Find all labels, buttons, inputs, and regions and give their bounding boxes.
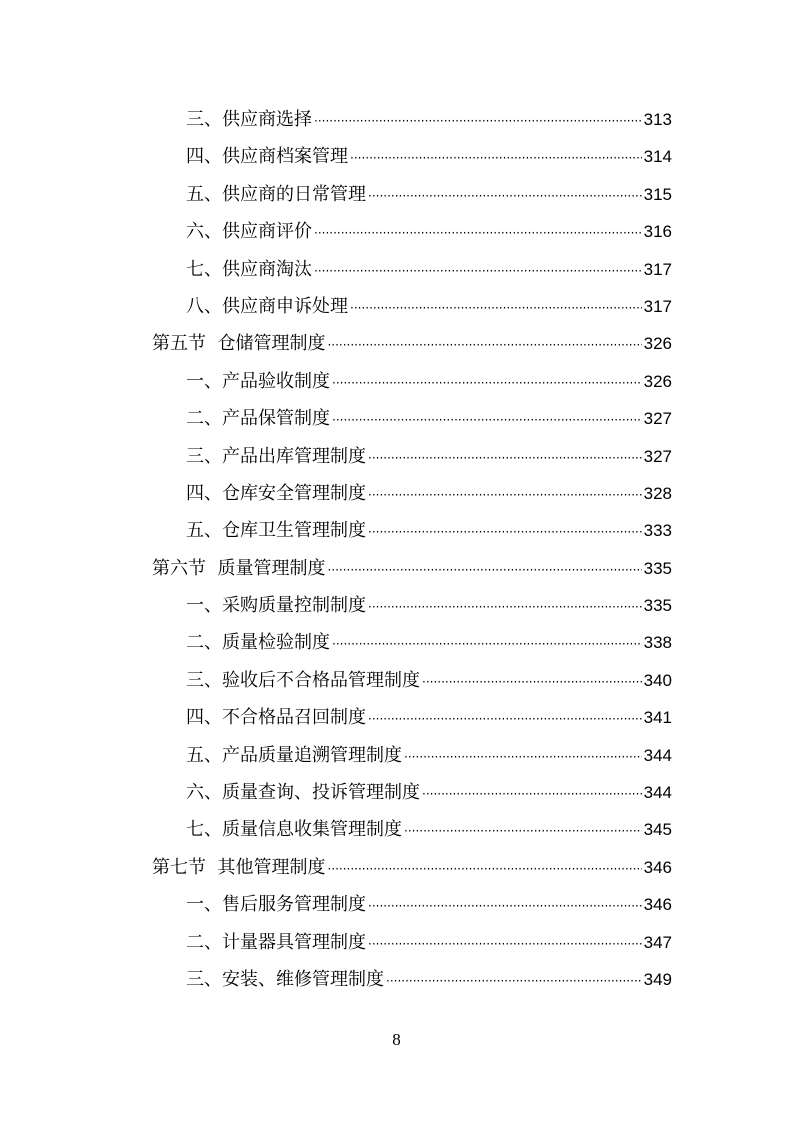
- toc-entry-page: 335: [643, 558, 672, 578]
- toc-section-entry[interactable]: [0, 550, 793, 587]
- toc-entry-page: 333: [643, 521, 672, 541]
- toc-item-entry[interactable]: [0, 101, 793, 138]
- toc-entry-page: 344: [643, 783, 672, 803]
- toc-item-entry[interactable]: [0, 624, 793, 661]
- toc-item-entry[interactable]: [0, 138, 793, 175]
- toc-entry-title: 八、供应商申诉处理: [186, 295, 348, 317]
- toc-dot-leader: [368, 888, 642, 925]
- toc-item-entry[interactable]: [0, 924, 793, 961]
- toc-entry-page: 346: [643, 857, 672, 877]
- toc-dot-leader: [327, 552, 641, 589]
- toc-entry-title: 四、仓库安全管理制度: [186, 482, 366, 504]
- toc-entry-title: 七、质量信息收集管理制度: [186, 819, 402, 841]
- toc-entry-page: 326: [643, 334, 672, 354]
- toc-dot-leader: [368, 514, 642, 551]
- toc-dot-leader: [314, 103, 642, 140]
- toc-item-entry[interactable]: [0, 811, 793, 848]
- toc-dot-leader: [314, 253, 642, 290]
- toc-entry-title: 五、产品质量追溯管理制度: [186, 744, 402, 766]
- toc-entry-page: 344: [643, 745, 672, 765]
- toc-entry-title: 五、仓库卫生管理制度: [186, 520, 366, 542]
- toc-item-entry[interactable]: [0, 587, 793, 624]
- toc-dot-leader: [368, 926, 642, 963]
- toc-dot-leader: [332, 626, 642, 663]
- toc-dot-leader: [368, 477, 642, 514]
- toc-item-entry[interactable]: [0, 475, 793, 512]
- toc-dot-leader: [422, 776, 642, 813]
- toc-item-entry[interactable]: [0, 438, 793, 475]
- toc-entry-page: 349: [643, 969, 672, 989]
- page-number: 8: [392, 1030, 401, 1049]
- toc-entry-page: 341: [643, 708, 672, 728]
- toc-entry-page: 317: [643, 259, 672, 279]
- toc-item-entry[interactable]: [0, 400, 793, 437]
- toc-item-entry[interactable]: [0, 886, 793, 923]
- toc-section-entry[interactable]: [0, 325, 793, 362]
- toc-entry-title: 五、供应商的日常管理: [186, 183, 366, 205]
- toc-entry-page: 314: [643, 147, 672, 167]
- toc-entry-page: 328: [643, 483, 672, 503]
- toc-entry-page: 346: [643, 895, 672, 915]
- toc-entry-page: 345: [643, 820, 672, 840]
- toc-entry-title: 六、质量查询、投诉管理制度: [186, 782, 420, 804]
- toc-dot-leader: [404, 739, 642, 776]
- toc-dot-leader: [332, 365, 642, 402]
- toc-entry-title: 一、售后服务管理制度: [186, 894, 366, 916]
- toc-section-entry[interactable]: [0, 849, 793, 886]
- toc-entry-page: 326: [643, 371, 672, 391]
- toc-entry-title: 三、供应商选择: [186, 109, 312, 130]
- toc-entry-page: 317: [643, 296, 672, 316]
- toc-entry-title: 三、安装、维修管理制度: [186, 968, 384, 990]
- toc-dot-leader: [314, 215, 642, 252]
- toc-entry-title: 二、产品保管制度: [186, 408, 330, 430]
- toc-item-entry[interactable]: [0, 737, 793, 774]
- toc-item-entry[interactable]: [0, 176, 793, 213]
- toc-item-entry[interactable]: [0, 363, 793, 400]
- toc-dot-leader: [422, 664, 642, 701]
- toc-dot-leader: [368, 440, 642, 477]
- toc-item-entry[interactable]: [0, 961, 793, 998]
- toc-entry-page: 327: [643, 409, 672, 429]
- toc-entry-title: 第五节 仓储管理制度: [152, 333, 326, 355]
- toc-dot-leader: [404, 813, 642, 850]
- toc-dot-leader: [386, 963, 642, 1000]
- toc-entry-page: 315: [643, 184, 672, 204]
- toc-entry-page: 335: [643, 596, 672, 616]
- toc-entry-title: 七、供应商淘汰: [186, 258, 312, 280]
- toc-entry-page: 340: [643, 670, 672, 690]
- toc-entry-title: 一、采购质量控制制度: [186, 595, 366, 617]
- toc-entry-title: 三、产品出库管理制度: [186, 445, 366, 467]
- toc-entry-title: 第六节 质量管理制度: [152, 557, 326, 579]
- toc-entry-title: 二、计量器具管理制度: [186, 931, 366, 953]
- toc-entry-title: 二、质量检验制度: [186, 632, 330, 654]
- toc-dot-leader: [327, 851, 641, 888]
- toc-entry-page: 347: [643, 932, 672, 952]
- toc-item-entry[interactable]: [0, 699, 793, 736]
- toc-entry-page: 316: [643, 222, 672, 242]
- toc-item-entry[interactable]: [0, 662, 793, 699]
- toc-item-entry[interactable]: [0, 288, 793, 325]
- toc-dot-leader: [368, 589, 642, 626]
- toc-item-entry[interactable]: [0, 774, 793, 811]
- toc-entry-title: 一、产品验收制度: [186, 370, 330, 392]
- toc-entry-title: 第七节 其他管理制度: [152, 856, 326, 878]
- toc-item-entry[interactable]: [0, 512, 793, 549]
- toc-dot-leader: [368, 701, 642, 738]
- toc-entry-page: 338: [643, 633, 672, 653]
- toc-dot-leader: [368, 178, 642, 215]
- toc-dot-leader: [350, 290, 642, 327]
- toc-entry-page: 313: [643, 110, 672, 129]
- toc-entry-title: 六、供应商评价: [186, 221, 312, 243]
- toc-dot-leader: [332, 402, 642, 439]
- toc-dot-leader: [350, 140, 642, 177]
- table-of-contents: [0, 101, 793, 998]
- toc-entry-title: 四、供应商档案管理: [186, 146, 348, 168]
- toc-dot-leader: [327, 327, 641, 364]
- toc-entry-page: 327: [643, 446, 672, 466]
- toc-item-entry[interactable]: [0, 213, 793, 250]
- toc-entry-title: 四、不合格品召回制度: [186, 707, 366, 729]
- toc-item-entry[interactable]: [0, 251, 793, 288]
- toc-entry-title: 三、验收后不合格品管理制度: [186, 669, 420, 691]
